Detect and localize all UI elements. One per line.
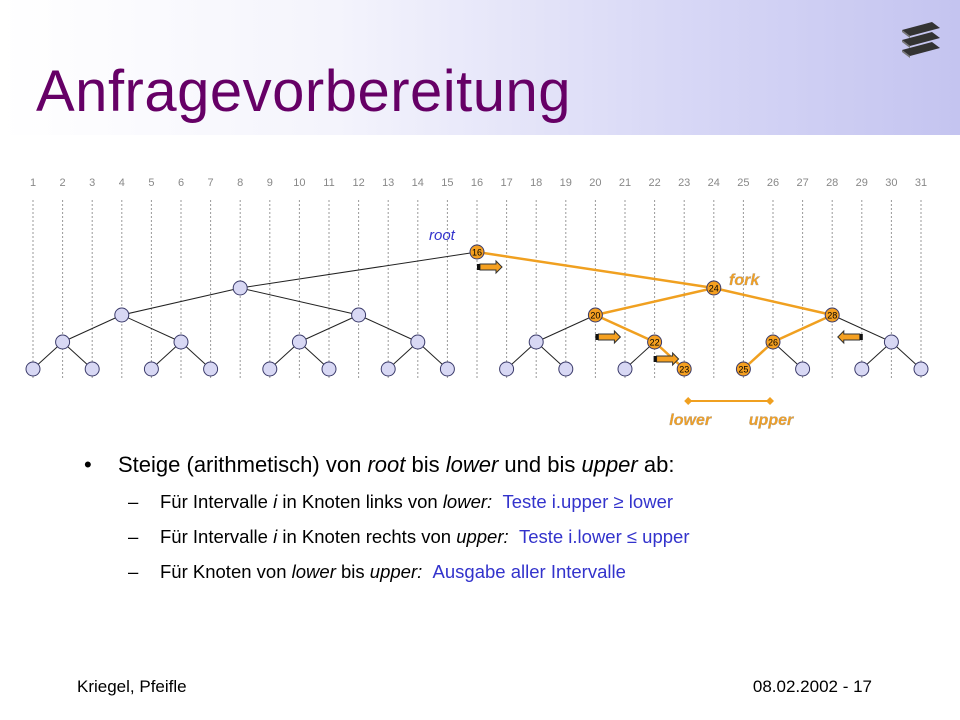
fork-label: fork bbox=[729, 272, 760, 289]
axis-number-label: 7 bbox=[207, 177, 214, 189]
axis-number-label: 10 bbox=[293, 177, 306, 189]
axis-number-label: 21 bbox=[618, 177, 632, 189]
axis-number-label: 31 bbox=[914, 177, 928, 189]
tree-node bbox=[292, 335, 306, 349]
bullet-list bbox=[84, 452, 944, 583]
axis-number-label: 29 bbox=[855, 177, 868, 189]
tree-node bbox=[263, 362, 277, 376]
footer-date-page: 08.02.2002 - 17 bbox=[752, 677, 872, 696]
tree-node bbox=[529, 335, 543, 349]
axis-number-label: 6 bbox=[177, 177, 185, 189]
tree-node bbox=[352, 308, 366, 322]
axis-number-label: 12 bbox=[352, 177, 365, 189]
tree-node bbox=[855, 362, 869, 376]
arrow-right-icon-tail bbox=[477, 264, 480, 270]
bullet-dot: • bbox=[84, 452, 92, 477]
tree-node bbox=[144, 362, 158, 376]
axis-number-label: 20 bbox=[589, 177, 602, 189]
tree-node bbox=[26, 362, 40, 376]
tree-node bbox=[440, 362, 454, 376]
tree-node bbox=[381, 362, 395, 376]
axis-number-label: 2 bbox=[59, 177, 66, 189]
arrow-right-icon bbox=[480, 261, 502, 273]
action-text: Ausgabe aller Intervalle bbox=[432, 561, 626, 582]
axis-number-label: 26 bbox=[766, 177, 780, 189]
range-marker-upper bbox=[766, 397, 774, 405]
tree-node bbox=[174, 335, 188, 349]
stack-layers-icon bbox=[898, 18, 944, 64]
tree-node bbox=[914, 362, 928, 376]
tree-node bbox=[796, 362, 810, 376]
arrow-left-icon-tail bbox=[860, 334, 863, 340]
arrow-right-icon-tail bbox=[654, 356, 657, 362]
root-label: root bbox=[429, 227, 455, 244]
axis-number-label: 16 bbox=[470, 177, 484, 189]
path-node-label: 16 bbox=[471, 247, 483, 258]
tree-node bbox=[115, 308, 129, 322]
tree-node bbox=[411, 335, 425, 349]
tree-node bbox=[233, 281, 247, 295]
page-title: Anfragevorbereitung bbox=[36, 59, 572, 124]
axis-number-label: 1 bbox=[29, 177, 37, 189]
sub-bullet-left-of-lower: – Für Intervalle i in Knoten links von lower: Teste i.upper ≥ lower bbox=[128, 491, 674, 512]
axis-number-label: 8 bbox=[237, 177, 244, 189]
axis-number-label: 3 bbox=[89, 177, 96, 189]
footer-authors: Kriegel, Pfeifle bbox=[77, 677, 187, 696]
axis-number-label: 22 bbox=[648, 177, 661, 189]
path-node-label: 22 bbox=[649, 337, 660, 348]
axis-number-label: 14 bbox=[411, 177, 424, 189]
tree-node bbox=[500, 362, 514, 376]
range-marker-lower bbox=[684, 397, 692, 405]
path-node-label: 25 bbox=[738, 364, 749, 375]
axis-number-label: 13 bbox=[382, 177, 395, 189]
arrow-left-icon bbox=[838, 331, 860, 343]
axis-number-label: 18 bbox=[530, 177, 543, 189]
arrow-right-icon bbox=[598, 331, 620, 343]
path-node-label: 26 bbox=[767, 337, 779, 348]
axis-number-label: 23 bbox=[678, 177, 691, 189]
axis-number-label: 5 bbox=[148, 177, 155, 189]
interval-tree-diagram bbox=[0, 160, 960, 440]
action-text: Teste i.upper ≥ lower bbox=[502, 491, 674, 512]
axis-number-label: 4 bbox=[118, 177, 125, 189]
sub-bullet-right-of-upper: – Für Intervalle i in Knoten rechts von upper: Teste i.lower ≤ upper bbox=[128, 526, 690, 547]
tree-node bbox=[204, 362, 218, 376]
path-node-label: 20 bbox=[590, 310, 601, 321]
tree-node bbox=[85, 362, 99, 376]
axis-number-label: 30 bbox=[885, 177, 898, 189]
lower-label: lower bbox=[669, 412, 712, 429]
tree-node bbox=[322, 362, 336, 376]
axis-number-label: 28 bbox=[826, 177, 839, 189]
tree-node bbox=[559, 362, 573, 376]
arrow-right-icon-tail bbox=[595, 334, 598, 340]
axis-number-label: 25 bbox=[737, 177, 750, 189]
axis-number-label: 24 bbox=[707, 177, 720, 189]
tree-node bbox=[884, 335, 898, 349]
bullet-main: • Steige (arithmetisch) von root bis lower und bis upper ab: bbox=[84, 452, 675, 477]
tree-node bbox=[56, 335, 70, 349]
action-text: Teste i.lower ≤ upper bbox=[518, 526, 690, 547]
path-node-label: 23 bbox=[679, 364, 690, 375]
path-node-label: 24 bbox=[708, 283, 719, 294]
axis-number-label: 27 bbox=[796, 177, 809, 189]
upper-label: upper bbox=[748, 412, 794, 429]
tree-node bbox=[618, 362, 632, 376]
axis-number-label: 17 bbox=[500, 177, 513, 189]
axis-number-label: 9 bbox=[266, 177, 273, 189]
sub-bullet-lower-to-upper: – Für Knoten von lower bis upper: Ausgabe aller Intervalle bbox=[128, 561, 626, 582]
path-node-label: 28 bbox=[827, 310, 838, 321]
axis-number-label: 19 bbox=[559, 177, 572, 189]
axis-number-label: 15 bbox=[441, 177, 454, 189]
axis-number-label: 11 bbox=[323, 177, 335, 189]
